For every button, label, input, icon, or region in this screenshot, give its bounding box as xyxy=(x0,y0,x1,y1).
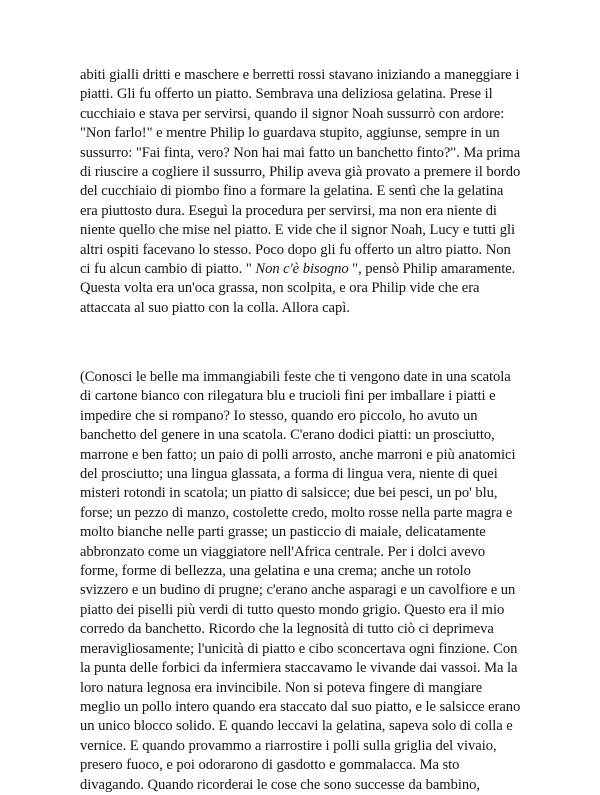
text-line: di cartone bianco con rilegatura blu e trucioli fini per imballare i piatti e xyxy=(80,388,496,405)
text-line: cucchiaio e stava per servirsi, quando il signor Noah sussurrò con ardore: xyxy=(80,105,505,122)
text-line: era piuttosto dura. Eseguì la procedura per servirsi, ma non era niente di xyxy=(80,202,497,219)
italic-phrase: Non c'è bisogno xyxy=(255,261,349,278)
text-line: piatto dei piselli più verdi di tutto questo mondo grigio. Questo era il mio xyxy=(80,601,505,618)
text-line: presero fuoco, e poi odorarono di gasdotto e gommalacca. Ma sto xyxy=(80,757,460,774)
text-segment: ci fu alcun cambio di piatto. " xyxy=(80,261,256,278)
text-line: "Non farlo!" e mentre Philip lo guardava stupito, aggiunse, sempre in un xyxy=(80,125,500,142)
text-line: la punta delle forbici da infermiera staccavamo le vivande dai vassoi. Ma la xyxy=(80,660,518,677)
text-line: un unico blocco solido. E quando leccavi la gelatina, sapeva solo di colla e xyxy=(80,718,513,735)
text-line: svizzero e un budino di prugne; c'erano anche asparagi e un cavolfiore e un xyxy=(80,582,516,599)
text-line: niente quello che mise nel piatto. E vide che il signor Noah, Lucy e tutti gli xyxy=(80,222,516,239)
text-line: Questa volta era un'oca grassa, non scolpita, e ora Philip vide che era xyxy=(80,280,480,297)
text-line: misteri rotondi in scatola; un piatto di salsicce; due bei pesci, un po' blu, xyxy=(80,485,498,502)
text-line: corredo da banchetto. Ricordo che la legnosità di tutto ciò ci deprimeva xyxy=(80,621,494,638)
text-line: banchetto del genere in una scatola. C'erano dodici piatti: un prosciutto, xyxy=(80,427,495,444)
text-line: sussurro: "Fai finta, vero? Non hai mai fatto un banchetto finto?". Ma prima xyxy=(80,144,521,161)
text-line: meglio un pollo intero quando era staccato dal suo piatto, e le salsicce erano xyxy=(80,698,521,715)
text-line-with-italic xyxy=(80,260,538,279)
text-line: (Conosci le belle ma immangiabili feste che ti vengono date in una scatola xyxy=(80,369,511,385)
paragraph-2 xyxy=(80,368,538,795)
text-line: piatti. Gli fu offerto un piatto. Sembrava una deliziosa gelatina. Prese il xyxy=(80,86,493,103)
text-line: abiti gialli dritti e maschere e berretti rossi stavano iniziando a maneggiare i xyxy=(80,67,520,83)
text-line: forme, forme di bellezza, una gelatina e una crema; anche un rotolo xyxy=(80,563,471,580)
text-segment: ", pensò Philip amaramente. xyxy=(348,261,516,278)
text-line: marrone e ben fatto; un paio di polli arrosto, anche marroni e più anatomici xyxy=(80,446,516,463)
text-line: attaccata al suo piatto con la colla. Allora capì. xyxy=(80,299,350,316)
text-line: del cucchiaio di piombo fino a formare la gelatina. E sentì che la gelatina xyxy=(80,183,504,200)
text-line: di riuscire a cogliere il sussurro, Philip aveva già provato a premere il bordo xyxy=(80,164,521,181)
text-line: meravigliosamente; l'unicità di piatto e cibo sconcertava ogni finzione. Con xyxy=(80,640,518,657)
text-line: abbronzato come un viaggiatore nell'Africa centrale. Per i dolci avevo xyxy=(80,543,486,560)
text-line: del prosciutto; una lingua glassata, a forma di lingua vera, niente di quei xyxy=(80,466,498,483)
text-line: vernice. E quando provammo a riarrostire i polli sulla griglia del vivaio, xyxy=(80,737,497,754)
paragraph-1 xyxy=(80,66,538,318)
text-line: altri ospiti facevano lo stesso. Poco dopo gli fu offerto un altro piatto. Non xyxy=(80,241,511,258)
text-line: loro natura legnosa era invincibile. Non si poteva fingere di mangiare xyxy=(80,679,483,696)
text-line: divagando. Quando ricorderai le cose che sono successe da bambino, xyxy=(80,776,480,793)
text-line: molto bianche nelle parti grasse; un pasticcio di maiale, delicatamente xyxy=(80,524,486,541)
text-line: forse; un pezzo di manzo, costolette credo, molto rosse nella parte magra e xyxy=(80,504,513,521)
text-line: impedire che si rompano? Io stesso, quando ero piccolo, ho avuto un xyxy=(80,407,478,424)
